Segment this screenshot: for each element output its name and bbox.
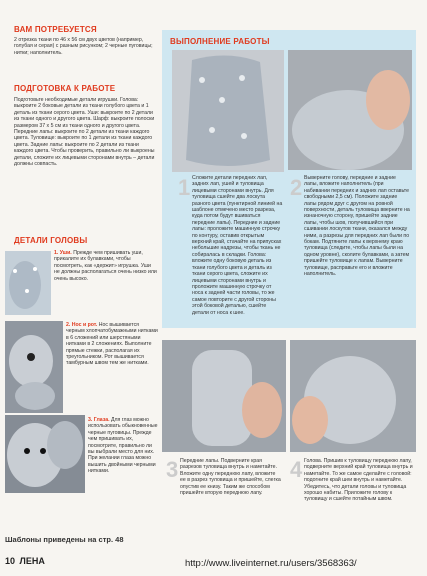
step3-photo	[162, 340, 286, 452]
prep-title: ПОДГОТОВКА К РАБОТЕ	[14, 84, 116, 93]
step3-title: 3. Глаза.	[88, 417, 110, 423]
step2-number: 2	[290, 175, 303, 200]
step2-body: Нос вышивается черным хлопчатобумажными нитками в 6 сложений или шерстяными нитками в 2 сложениях. Выполните прямые стежки, располагая их треугольником. Рот вышивается тамбурным швом тем же нитками.	[66, 322, 158, 367]
main-title: ВЫПОЛНЕНИЕ РАБОТЫ	[170, 37, 270, 46]
step1-instructions: Сложите детали передних лап, задних лап, ушей и туловища лицевыми сторонами внутрь. Для туловища сшейте два лоскута разного цвета (пунктирной линией на шаблоне отмечено место разреза, куда потом будут вшиваться передние лапы). Передние и задние лапы: проложите машинную строчку по контуру, оставив открытым верхний край, стачайте на припусках небольшие надрезы, чтобы ткань не собиралась в складки. Голова: вложите одну боковую деталь из ткани голубого цвета и деталь из ткани серого цвета, сложите их лицевыми сторонами внутрь и проложите машинную строчку от носа к задней части головы, то же самое повторите с другой стороны этой боковой деталью, сшейте детали от носа к шее.	[192, 175, 283, 316]
step3-body: Для глаз можно использовать обыкновенные черные пуговицы. Прежде чем пришивать их, посмотрите, правильно ли вы выбрали место для них. При желании глаза можно вышить двойными черными нитками.	[88, 417, 158, 475]
step1-text	[54, 250, 158, 282]
page-num: 10	[5, 556, 16, 566]
eyes-photo	[5, 415, 85, 493]
head-details-title: ДЕТАЛИ ГОЛОВЫ	[14, 236, 88, 245]
step2-instructions: Выверните голову, передние и задние лапы, вложите наполнитель (при набивании передних и задних лап оставьте свободными 2,5 см). Положите задние лапы рядом друг с другом на ровной поверхности, деталь туловища вверните на изнаночную сторону, пришейте задние лапы, чтобы шов, получившийся при сшивании лоскутов ткани, оказался между ними, а разрезы для передних лап были по бокам. Подтяните лапы к верхнему краю туловища (следите, чтобы лапы были на одном уровне), сколите булавками, а затем пришейте туловище к лапам. Выверните туловище, расправьте его и вложите наполнитель.	[304, 175, 410, 278]
step3-instructions: Передние лапы. Подверните края разрезов туловища внутрь и наметайте. Вложите одну переднюю лапу, вложите ее в разрез туловища и пришейте, слегка опустив ее книзу. Таким же способом пришейте вторую переднюю лапу.	[180, 458, 281, 497]
step1-body: Прежде чем пришивать уши, прикалите их булавками, чтобы посмотреть, как «держит» игрушка. Уши не должны располагаться очень низко или очень высоко.	[54, 250, 157, 282]
step1-photo	[172, 50, 284, 172]
step4-instructions: Голова. Пришив к туловищу переднюю лапу, подверните верхний край туловища внутрь и наметайте. То же самое сделайте с головой: подогните край шеи внутрь и наметайте. Убедитесь, что детали головы и туловища хорошо набиты. Приложите голову к туловищу и сшейте потайным швом.	[304, 458, 413, 503]
materials-text: 2 отрезка ткани по 46 х 56 см двух цветов (например, голубая и серая) с разным рисунком; 2 черные пуговицы; нитки; наполнитель.	[14, 37, 153, 56]
page-number	[5, 556, 45, 566]
step3-number: 3	[166, 457, 179, 482]
step2-title: 2. Нос и рот.	[66, 322, 98, 328]
step4-photo	[290, 340, 416, 452]
step4-number: 4	[290, 457, 303, 482]
ears-photo	[5, 251, 51, 315]
magazine-name: ЛЕНА	[19, 556, 45, 566]
nose-photo	[5, 321, 63, 413]
templates-note: Шаблоны приведены на стр. 48	[5, 535, 124, 544]
step2-text	[66, 322, 158, 367]
prep-text: Подготовьте необходимые детали игрушки. Голова: выкроите 2 боковые детали из ткани голубого цвета и 1 деталь из ткани серого цвета. Уши: выкроите по 2 детали из ткани одного и другого цвета. Шарф: выкроите полоски размером 37 х 5 см из ткани одного и другого цвета. Передние лапы: выкроите по 2 детали из ткани каждого цвета. Туловище: выкроите по 1 детали из ткани каждого цвета. Задние лапы: выкроите по 2 детали из ткани каждого цвета. Чтобы проверить, правильно ли выкроены детали, сложите их лицевыми сторонами внутрь – детали должны совпасть.	[14, 97, 155, 168]
sidebar	[0, 0, 160, 576]
step2-photo	[288, 50, 412, 170]
step1-title: 1. Уши.	[54, 250, 72, 256]
materials-title: ВАМ ПОТРЕБУЕТСЯ	[14, 25, 97, 34]
source-url[interactable]: http://www.liveinternet.ru/users/3568363/	[185, 558, 357, 569]
step1-number: 1	[178, 175, 191, 200]
step3-text	[88, 417, 158, 475]
